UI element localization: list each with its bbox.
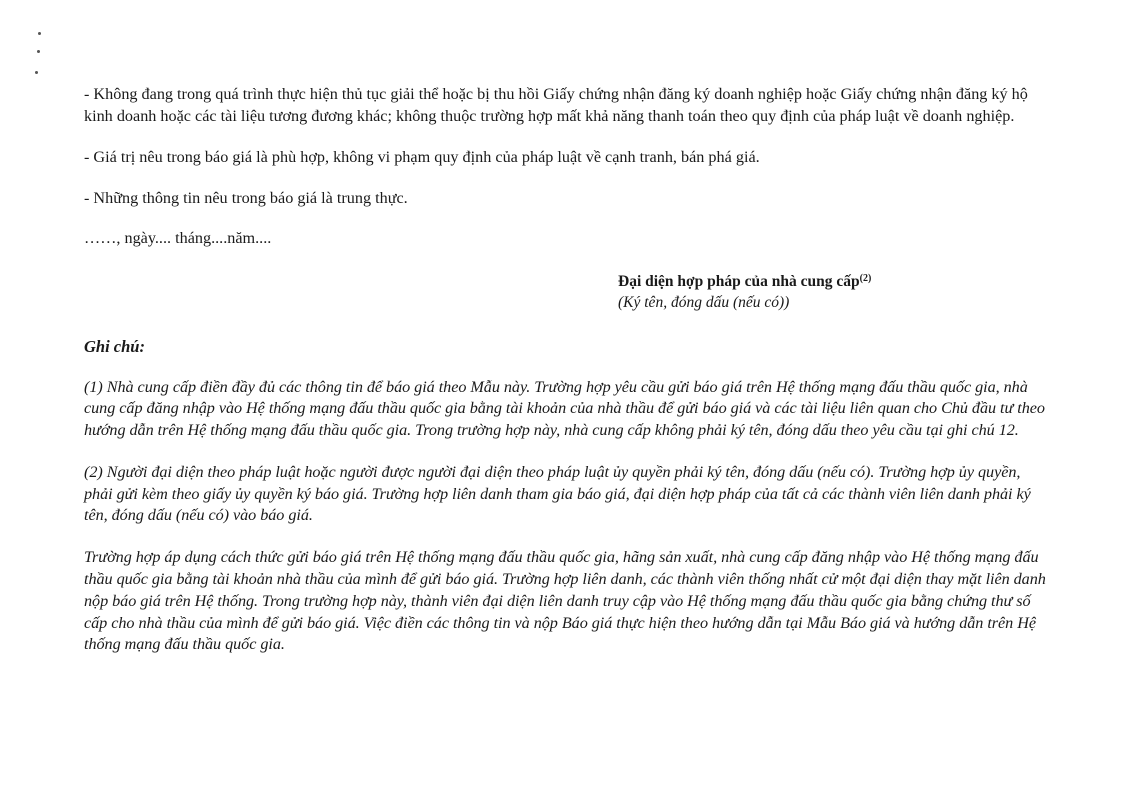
date-line: ……, ngày.... tháng....năm....	[84, 229, 272, 247]
commitment-paragraph-1: - Không đang trong quá trình thực hiện thủ tục giải thể hoặc bị thu hồi Giấy chứng nhận đăng ký doanh nghiệp hoặc Giấy chứng nhận đăng ký hộ kinh doanh hoặc các tài liệu tương đương khác; không thuộc trường hợp mất khả năng thanh toán theo quy định của pháp luật về doanh nghiệp.	[84, 85, 1028, 125]
note-3: Trường hợp áp dụng cách thức gửi báo giá trên Hệ thống mạng đấu thầu quốc gia, hãng sản xuất, nhà cung cấp đăng nhập vào Hệ thống mạng đấu thầu quốc gia bằng tài khoản nhà thầu của mình để gửi báo giá. Trường hợp liên danh, các thành viên thống nhất cử một đại diện thay mặt liên danh nộp báo giá trên Hệ thống. Trong trường hợp này, thành viên đại diện liên danh truy cập vào Hệ thống mạng đấu thầu quốc gia bằng chứng thư số cấp cho nhà thầu của mình để gửi báo giá. Việc điền các thông tin và nộp Báo giá thực hiện theo hướng dẫn tại Mẫu Báo giá và hướng dẫn trên Hệ thống mạng đấu thầu quốc gia.	[84, 548, 1046, 654]
signature-block	[618, 268, 958, 313]
scan-mark	[35, 71, 38, 74]
signature-footnote-ref: (2)	[859, 272, 872, 284]
document-page	[84, 84, 1049, 656]
note-1: (1) Nhà cung cấp điền đầy đủ các thông tin để báo giá theo Mẫu này. Trường hợp yêu cầu gửi báo giá trên Hệ thống mạng đấu thầu quốc gia, nhà cung cấp đăng nhập vào Hệ thống mạng đấu thầu quốc gia bằng tài khoản của nhà thầu để gửi báo giá và các tài liệu liên quan cho Chủ đầu tư theo hướng dẫn trên Hệ thống mạng đấu thầu quốc gia. Trong trường hợp này, nhà cung cấp không phải ký tên, đóng dấu theo yêu cầu tại ghi chú 12.	[84, 377, 1045, 440]
scan-mark	[37, 50, 40, 53]
signature-title-text: Đại diện hợp pháp của nhà cung cấp	[618, 272, 860, 290]
commitment-paragraph-2: - Giá trị nêu trong báo giá là phù hợp, không vi phạm quy định của pháp luật về cạnh tranh, bán phá giá.	[84, 148, 760, 166]
signature-title	[618, 268, 958, 293]
scan-marks	[34, 30, 42, 80]
note-2: (2) Người đại diện theo pháp luật hoặc người được người đại diện theo pháp luật ủy quyền phải ký tên, đóng dấu (nếu có). Trường hợp ủy quyền, phải gửi kèm theo giấy ủy quyền ký báo giá. Trường hợp liên danh tham gia báo giá, đại diện hợp pháp của tất cả các thành viên liên danh phải ký tên, đóng dấu (nếu có) vào báo giá.	[84, 462, 1031, 525]
signature-subtitle: (Ký tên, đóng dấu (nếu có))	[618, 293, 790, 311]
commitment-paragraph-3: - Những thông tin nêu trong báo giá là trung thực.	[84, 188, 408, 207]
scan-mark	[38, 32, 41, 35]
notes-heading: Ghi chú:	[84, 336, 145, 356]
